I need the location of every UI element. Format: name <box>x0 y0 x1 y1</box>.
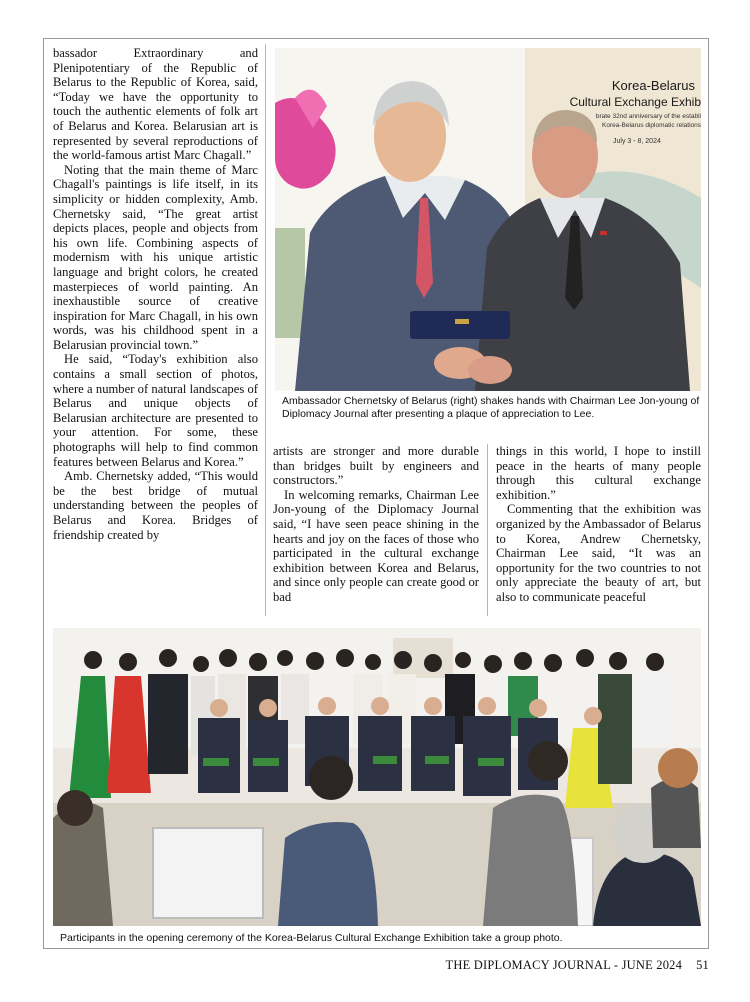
paragraph: In welcoming remarks, Chairman Lee Jon-young of the Diplomacy Journal said, “I have seen peace shining in the hearts and joy on the faces of those who participated in the cultural exchange exhibition between Korea and Belarus, and since only people can create good or bad <box>273 487 479 604</box>
article-column-3 <box>496 444 701 605</box>
photo-caption-top: Ambassador Chernetsky of Belarus (right) shakes hands with Chairman Lee Jon-young of Diplomacy Journal after presenting a plaque of appreciation to Lee. <box>282 395 700 420</box>
banner-subtitle-2: Korea-Belarus diplomatic relations <box>602 122 701 129</box>
photo-caption-bottom: Participants in the opening ceremony of the Korea-Belarus Cultural Exchange Exhibition take a group photo. <box>60 932 563 944</box>
paragraph: bassador Extraordinary and Plenipotentiary of the Republic of Belarus to the Republic of Korea, said, “Today we have the opportunity to touch the authentic elements of folk art of Belarus and Korea. Belarusian art is represented by several reproductions of the world-famous artist Marc Chagall.” <box>53 46 258 163</box>
paragraph: He said, “Today's exhibition also contains a small section of photos, where a number of natural landscapes of Belarus and unique objects of Belarusian architecture are presented to your attention. For some, these photographs will help to find common features between Belarus and Korea.” <box>53 352 258 469</box>
article-column-1 <box>53 46 258 542</box>
paragraph: Amb. Chernetsky added, “This would be the best bridge of mutual understanding between the peoples of Belarus and Korea. Bridges of friendship created by <box>53 469 258 542</box>
paragraph: Noting that the main theme of Marc Chagall's paintings is life itself, in its simplicity or hidden complexity, Amb. Chernetsky said, “The great artist depicts places, people and objects from his own life. Combining aspects of modernism with his unique artistic language and bright colors, he created masterpieces of world painting. An inexhaustible source of creative inspiration for Marc Chagall, in his own words, was his childhood spent in a Belarusian provincial town.” <box>53 162 258 352</box>
paragraph: Commenting that the exhibition was organized by the Ambassador of Belarus to Korea, Andrew Chernetsky, Chairman Lee said, “It was an opportunity for the two countries to not only appreciate the beauty of art, but also to communicate peaceful <box>496 502 701 604</box>
column-divider <box>487 444 488 616</box>
article-column-2 <box>273 444 479 605</box>
column-divider <box>265 44 266 616</box>
paragraph: artists are stronger and more durable than bridges built by engineers and constructors.” <box>273 444 479 488</box>
banner-title-1: Korea-Belarus <box>611 78 695 93</box>
page-number: 51 <box>696 958 709 972</box>
handshake-photo <box>275 48 701 391</box>
page-footer <box>446 958 709 973</box>
banner-subtitle-1: brate 32nd anniversary of the establi <box>595 113 701 120</box>
banner-dates: July 3 - 8, 2024 <box>613 138 661 145</box>
publication-name: THE DIPLOMACY JOURNAL - JUNE 2024 <box>445 958 683 972</box>
banner-title-2: Cultural Exchange Exhib <box>569 95 701 109</box>
paragraph: things in this world, I hope to instill peace in the hearts of many people through this cultural exchange exhibition.” <box>496 444 701 502</box>
group-photo <box>53 628 701 926</box>
